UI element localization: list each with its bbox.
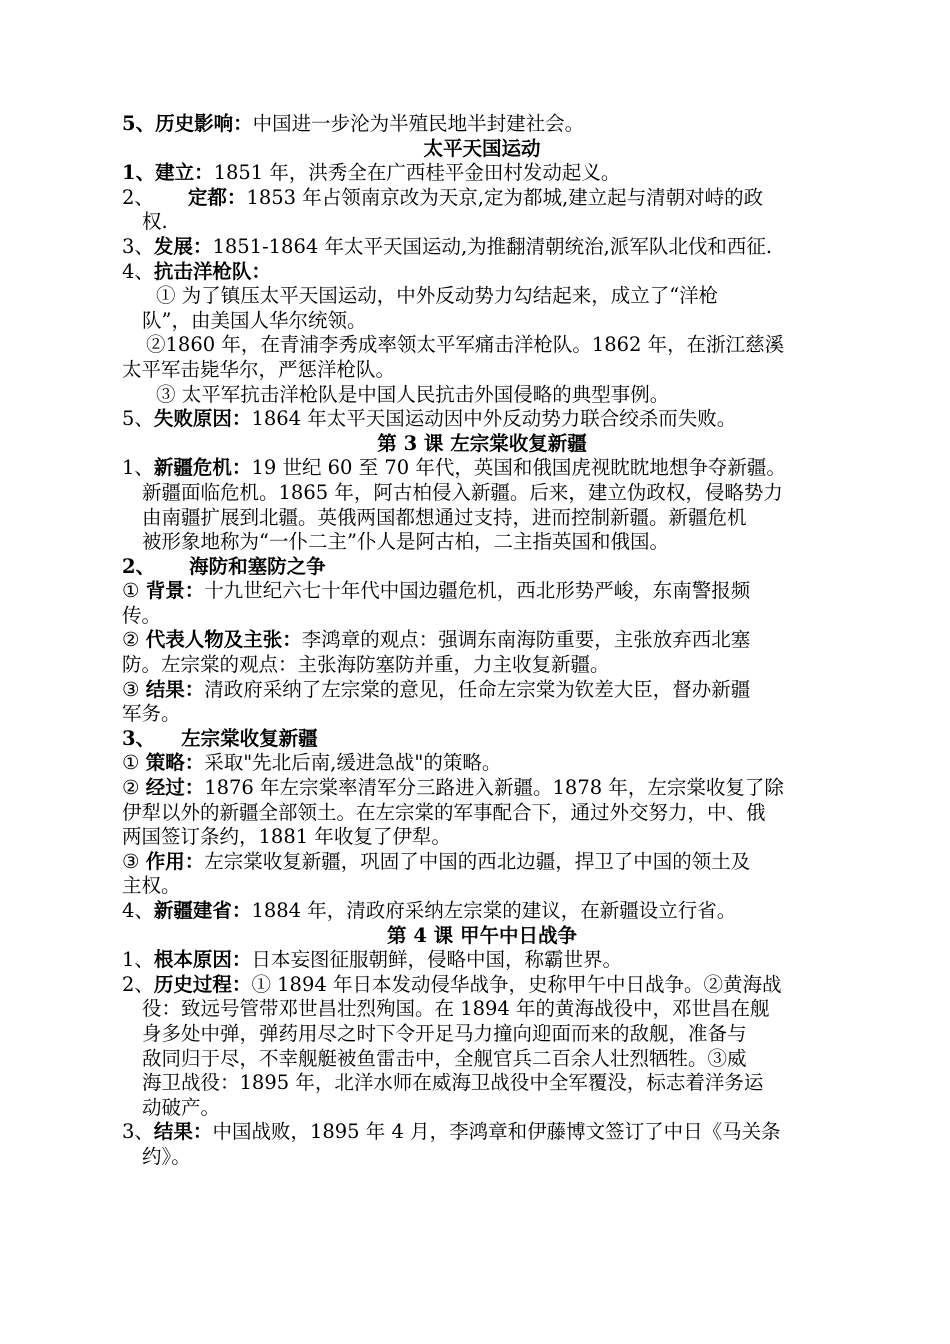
item-number: 2、 xyxy=(122,185,154,209)
term-label: 策略： xyxy=(145,751,205,775)
item-number: ③ xyxy=(122,677,146,701)
term-label: 新疆危机： xyxy=(153,456,252,480)
term-label: 左宗棠收复新疆 xyxy=(181,726,318,750)
text-line-continued: 役：致远号管带邓世昌壮烈殉国。在 1894 年的黄海战役中，邓世昌在舰 xyxy=(142,997,770,1021)
text-line-continued: 新疆面临危机。1865 年，阿古柏侵入新疆。后来，建立伪政权，侵略势力 xyxy=(142,480,783,504)
text-line-continued: 军务。 xyxy=(122,702,181,726)
sub-heading xyxy=(122,555,842,580)
text-line xyxy=(122,186,842,211)
item-number: ③ xyxy=(122,849,146,873)
term-label: 历史过程： xyxy=(153,972,252,996)
text-line xyxy=(122,407,842,432)
text-content: ① 1894 年日本发动侵华战争，史称甲午中日战争。②黄海战 xyxy=(251,972,782,996)
term-label: 代表人物及主张： xyxy=(145,628,302,652)
text-line: ① 为了镇压太平天国运动，中外反动势力勾结起来，成立了“洋枪 xyxy=(156,284,719,308)
text-line-continued: 权. xyxy=(142,210,168,234)
term-label: 5、历史影响： xyxy=(122,112,253,135)
section-heading: 太平天国运动 xyxy=(423,136,541,160)
term-label: 新疆建省： xyxy=(153,899,252,922)
sub-heading xyxy=(122,727,842,752)
text-line xyxy=(122,456,842,481)
text-line xyxy=(122,112,842,137)
item-number: 1、 xyxy=(122,948,154,972)
term-label: 发展： xyxy=(153,234,213,258)
text-line-continued: 传。 xyxy=(122,603,162,627)
term-label: 经过： xyxy=(145,776,205,800)
text-line-continued: 队”，由美国人华尔统领。 xyxy=(142,308,367,332)
term-label: 定都： xyxy=(187,185,247,209)
text-line-continued: 由南疆扩展到北疆。英俄两国都想通过支持，进而控制新疆。新疆危机 xyxy=(142,505,747,529)
text-line xyxy=(122,579,842,604)
text-line-continued: 敌同归于尽，不幸舰艇被鱼雷击中，全舰官兵二百余人壮烈牺牲。③威 xyxy=(142,1046,747,1070)
text-line xyxy=(122,948,842,973)
text-content: 1853 年占领南京改为天京,定为都城,建立起与清朝对峙的政 xyxy=(246,185,764,209)
text-line xyxy=(122,850,842,875)
text-content: 日本妄图征服朝鲜，侵略中国，称霸世界。 xyxy=(251,948,622,972)
text-line-continued: 被形象地称为“一仆二主”仆人是阿古柏，二主指英国和俄国。 xyxy=(142,530,669,554)
item-number: ② xyxy=(122,776,146,800)
text-line-continued: 主权。 xyxy=(122,874,181,898)
term-label: 结果： xyxy=(153,1120,213,1144)
item-number: ② xyxy=(122,628,146,652)
item-number: 2、 xyxy=(122,554,156,578)
text-line-continued: 身多处中弹，弹药用尽之时下令开足马力撞向迎面而来的敌舰，准备与 xyxy=(142,1021,747,1045)
text-content: 19 世纪 60 至 70 年代，英国和俄国虎视眈眈地想争夺新疆。 xyxy=(251,456,786,480)
term-label: 根本原因： xyxy=(153,948,252,972)
item-number: 3、 xyxy=(122,1120,154,1144)
text-line-continued: 约》。 xyxy=(142,1144,191,1168)
text-line-continued: 太平军击毙华尔，严惩洋枪队。 xyxy=(122,357,396,381)
text-line-continued: 两国签订条约，1881 年收复了伊犁。 xyxy=(122,825,451,849)
text-line xyxy=(122,973,842,998)
section-heading: 第 4 课 甲午中日战争 xyxy=(387,923,577,947)
text-content: 1884 年，清政府采纳左宗棠的建议，在新疆设立行省。 xyxy=(251,899,737,922)
item-number: 4、 xyxy=(122,259,154,283)
text-line xyxy=(122,260,842,285)
text-content: 1851-1864 年太平天国运动,为推翻清朝统治,派军队北伐和西征. xyxy=(212,234,773,258)
item-number: ① xyxy=(122,751,146,775)
term-label: 1、建立： xyxy=(122,161,214,185)
text-line xyxy=(122,628,842,653)
item-number: 3、 xyxy=(122,726,156,750)
text-line: ②1860 年，在青浦李秀成率领太平军痛击洋枪队。1862 年，在浙江慈溪 xyxy=(146,333,785,357)
item-number: 1、 xyxy=(122,456,154,480)
text-line-continued: 防。左宗棠的观点：主张海防塞防并重，力主收复新疆。 xyxy=(122,653,610,677)
item-number: 5、 xyxy=(122,407,154,431)
text-line xyxy=(122,1120,842,1145)
text-content: 采取"先北后南,缓进急战"的策略。 xyxy=(204,751,502,775)
item-number: 4、 xyxy=(122,899,154,922)
term-label: 作用： xyxy=(145,849,205,873)
section-heading: 第 3 课 左宗棠收复新疆 xyxy=(377,431,587,455)
text-line xyxy=(122,751,842,776)
text-line xyxy=(122,776,842,801)
term-label: 背景： xyxy=(145,579,205,603)
text-line-continued: 伊犁以外的新疆全部领土。在左宗棠的军事配合下，通过外交努力，中、俄 xyxy=(122,800,766,824)
text-line xyxy=(122,899,842,924)
text-content: 中国进一步沦为半殖民地半封建社会。 xyxy=(252,112,585,135)
text-line xyxy=(122,161,842,186)
item-number: 2、 xyxy=(122,972,154,996)
term-label: 抗击洋枪队： xyxy=(153,259,271,283)
text-line: ③ 太平军抗击洋枪队是中国人民抗击外国侵略的典型事例。 xyxy=(156,382,670,406)
text-content: 中国战败，1895 年 4 月，李鸿章和伊藤博文签订了中日《马关条 xyxy=(212,1120,781,1144)
text-content: 1876 年左宗棠率清军分三路进入新疆。1878 年，左宗棠收复了除 xyxy=(204,776,784,800)
document-page xyxy=(122,112,842,1170)
text-content: 1864 年太平天国运动因中外反动势力联合绞杀而失败。 xyxy=(251,407,737,431)
term-label: 结果： xyxy=(145,677,205,701)
text-line-continued: 动破产。 xyxy=(142,1095,221,1119)
text-content: 1851 年，洪秀全在广西桂平金田村发动起义。 xyxy=(213,161,621,185)
text-content: 清政府采纳了左宗棠的意见，任命左宗棠为钦差大臣，督办新疆 xyxy=(204,677,751,701)
text-line xyxy=(122,678,842,703)
item-number: ① xyxy=(122,579,146,603)
term-label: 海防和塞防之争 xyxy=(189,554,326,578)
text-line-continued: 海卫战役：1895 年，北洋水师在威海卫战役中全军覆没，标志着洋务运 xyxy=(142,1071,764,1095)
text-content: 李鸿章的观点：强调东南海防重要，主张放弃西北塞 xyxy=(301,628,751,652)
text-content: 左宗棠收复新疆，巩固了中国的西北边疆，捍卫了中国的领土及 xyxy=(204,849,751,873)
term-label: 失败原因： xyxy=(153,407,252,431)
text-content: 十九世纪六七十年代中国边疆危机，西北形势严峻，东南警报频 xyxy=(204,579,751,603)
item-number: 3、 xyxy=(122,234,154,258)
text-line xyxy=(122,235,842,260)
